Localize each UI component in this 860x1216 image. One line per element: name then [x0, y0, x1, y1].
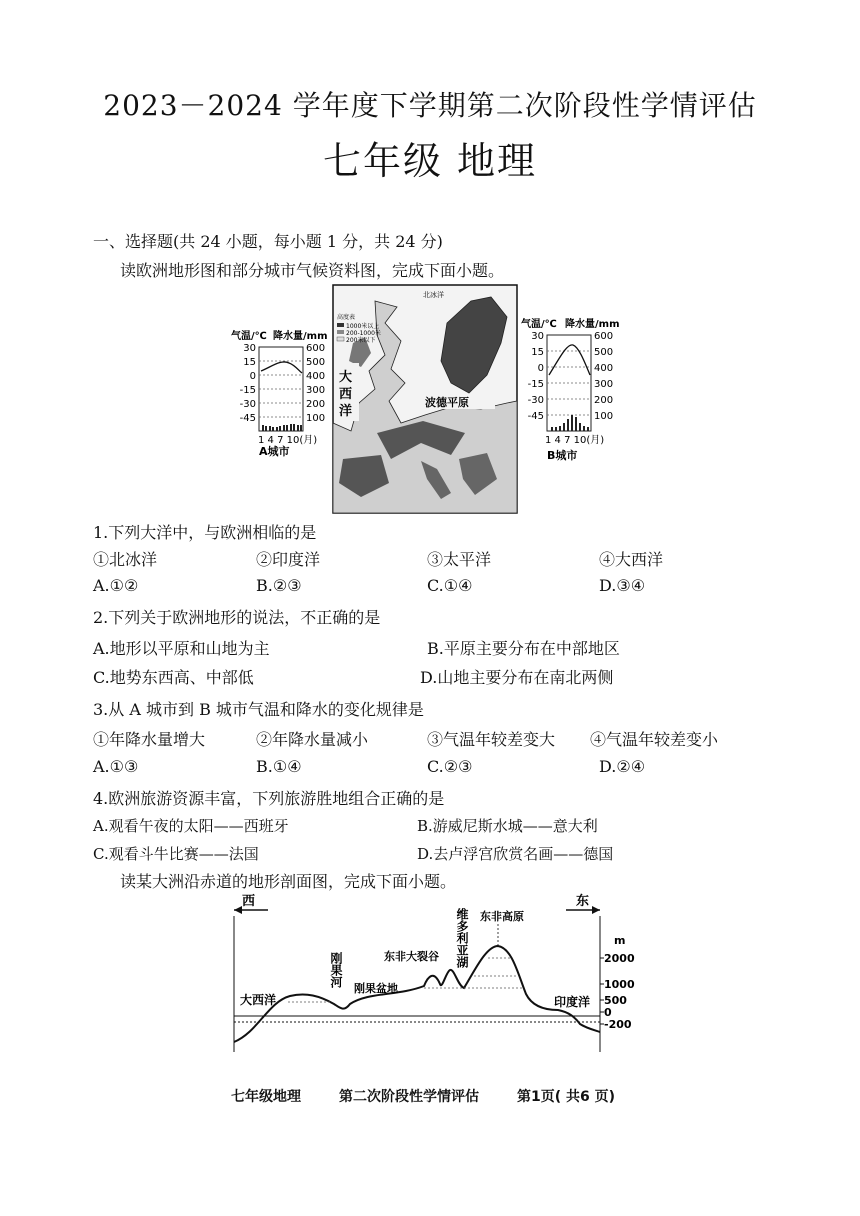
chart-b-caption: B城市 — [547, 449, 578, 462]
svg-text:1000米以上: 1000米以上 — [346, 323, 380, 330]
q4-choice-c[interactable]: C.观看斗牛比赛——法国 — [93, 845, 259, 863]
svg-text:100: 100 — [306, 413, 326, 424]
climate-chart-b — [521, 317, 620, 462]
q1-item-3: ③太平洋 — [427, 550, 492, 569]
q2-choice-b[interactable]: B.平原主要分布在中部地区 — [427, 639, 620, 658]
q2-choice-d[interactable]: D.山地主要分布在南北两侧 — [420, 668, 614, 687]
svg-text:400: 400 — [306, 371, 326, 382]
svg-text:1 4 7 10(月): 1 4 7 10(月) — [258, 435, 318, 446]
q3-item-1: ①年降水量增大 — [93, 730, 206, 749]
svg-text:300: 300 — [594, 379, 614, 390]
svg-text:1 4 7 10(月): 1 4 7 10(月) — [545, 435, 605, 446]
svg-text:大: 大 — [339, 370, 353, 385]
svg-text:洋: 洋 — [339, 404, 353, 419]
svg-text:30: 30 — [243, 343, 256, 354]
q3-choice-c[interactable]: C.②③ — [427, 757, 473, 776]
indian-label: 印度洋 — [554, 995, 591, 1009]
svg-text:400: 400 — [594, 363, 614, 374]
q1-item-1: ①北冰洋 — [93, 550, 158, 569]
intro-text-1: 读欧洲地形图和部分城市气候资料图，完成下面小题。 — [120, 261, 505, 280]
svg-text:-30: -30 — [527, 395, 544, 406]
west-label: 西 — [242, 894, 256, 909]
question-1-stem: 1.下列大洋中，与欧洲相临的是 — [93, 523, 317, 542]
map-north-label: 北冰洋 — [423, 291, 444, 299]
chart-b-temp-label: 气温/℃ — [521, 319, 557, 330]
q4-choice-d[interactable]: D.去卢浮宫欣赏名画——德国 — [417, 845, 614, 863]
europe-map — [333, 285, 517, 513]
q4-choice-a[interactable]: A.观看午夜的太阳——西班牙 — [93, 817, 289, 835]
svg-text:30: 30 — [531, 331, 544, 342]
svg-text:200-1000米: 200-1000米 — [346, 330, 381, 337]
q1-choice-d[interactable]: D.③④ — [599, 576, 646, 595]
svg-text:15: 15 — [243, 357, 256, 368]
congo-river-label: 刚果河 — [329, 952, 343, 988]
section-heading: 一、选择题(共 24 小题，每小题 1 分，共 24 分) — [93, 232, 443, 251]
svg-text:500: 500 — [306, 357, 326, 368]
question-4-stem: 4.欧洲旅游资源丰富，下列旅游胜地组合正确的是 — [93, 789, 445, 808]
africa-profile-figure — [228, 892, 638, 1072]
svg-text:600: 600 — [306, 343, 326, 354]
q2-choice-c[interactable]: C.地势东西高、中部低 — [93, 668, 254, 687]
q1-item-2: ②印度洋 — [256, 550, 321, 569]
svg-text:0: 0 — [249, 371, 256, 382]
svg-text:高度表: 高度表 — [337, 314, 356, 321]
svg-text:0: 0 — [537, 363, 544, 374]
question-3-stem: 3.从 A 城市到 B 城市气温和降水的变化规律是 — [93, 700, 424, 719]
footer-exam: 第二次阶段性学情评估 — [339, 1089, 479, 1105]
svg-text:200: 200 — [594, 395, 614, 406]
q3-item-2: ②年降水量减小 — [256, 730, 369, 749]
svg-text:西: 西 — [339, 387, 353, 402]
q1-choice-c[interactable]: C.①④ — [427, 576, 473, 595]
q1-item-4: ④大西洋 — [599, 550, 664, 569]
svg-text:600: 600 — [594, 331, 614, 342]
q1-choice-b[interactable]: B.②③ — [256, 576, 302, 595]
q4-choice-b[interactable]: B.游威尼斯水城——意大利 — [417, 817, 598, 835]
rift-label: 东非大裂谷 — [384, 950, 439, 963]
svg-text:1000: 1000 — [604, 978, 635, 991]
east-label: 东 — [576, 894, 590, 909]
europe-figure — [225, 283, 630, 515]
exam-title: 2023－2024 学年度下学期第二次阶段性学情评估 — [103, 89, 757, 122]
q3-choice-b[interactable]: B.①④ — [256, 757, 302, 776]
svg-text:500: 500 — [594, 347, 614, 358]
svg-text:-45: -45 — [239, 413, 256, 424]
footer-page: 第1页( 共6 页) — [517, 1089, 616, 1105]
climate-chart-a — [231, 329, 328, 458]
q3-choice-a[interactable]: A.①③ — [93, 757, 139, 776]
q3-item-3: ③气温年较差变大 — [427, 730, 556, 749]
svg-text:200米以下: 200米以下 — [346, 337, 376, 344]
unit-label: m — [614, 934, 626, 947]
svg-text:500: 500 — [604, 994, 627, 1007]
chart-a-precip-label: 降水量/mm — [273, 331, 328, 342]
q3-item-4: ④气温年较差变小 — [590, 730, 719, 749]
svg-text:15: 15 — [531, 347, 544, 358]
q2-choice-a[interactable]: A.地形以平原和山地为主 — [93, 639, 270, 658]
congo-basin-label: 刚果盆地 — [354, 982, 398, 995]
svg-text:300: 300 — [306, 385, 326, 396]
svg-text:-15: -15 — [239, 385, 256, 396]
victoria-label: 维多利亚湖 — [455, 908, 469, 968]
svg-text:2000: 2000 — [604, 952, 635, 965]
svg-text:200: 200 — [306, 399, 326, 410]
exam-subject: 七年级 地理 — [322, 139, 538, 183]
intro-text-2: 读某大洲沿赤道的地形剖面图，完成下面小题。 — [120, 872, 457, 891]
q1-choice-a[interactable]: A.①② — [93, 576, 139, 595]
question-2-stem: 2.下列关于欧洲地形的说法，不正确的是 — [93, 608, 381, 627]
svg-text:0: 0 — [604, 1006, 612, 1019]
chart-a-temp-label: 气温/℃ — [231, 331, 267, 342]
map-plain-label: 波德平原 — [425, 396, 469, 409]
svg-text:-30: -30 — [239, 399, 256, 410]
svg-text:-200: -200 — [604, 1018, 632, 1031]
chart-b-precip-label: 降水量/mm — [565, 319, 620, 330]
footer-subject: 七年级地理 — [231, 1089, 301, 1105]
svg-text:100: 100 — [594, 411, 614, 422]
svg-text:-15: -15 — [527, 379, 544, 390]
plateau-label: 东非高原 — [480, 910, 524, 923]
svg-text:-45: -45 — [527, 411, 544, 422]
chart-a-caption: A城市 — [259, 445, 290, 458]
q3-choice-d[interactable]: D.②④ — [599, 757, 646, 776]
atlantic-label: 大西洋 — [240, 993, 277, 1007]
